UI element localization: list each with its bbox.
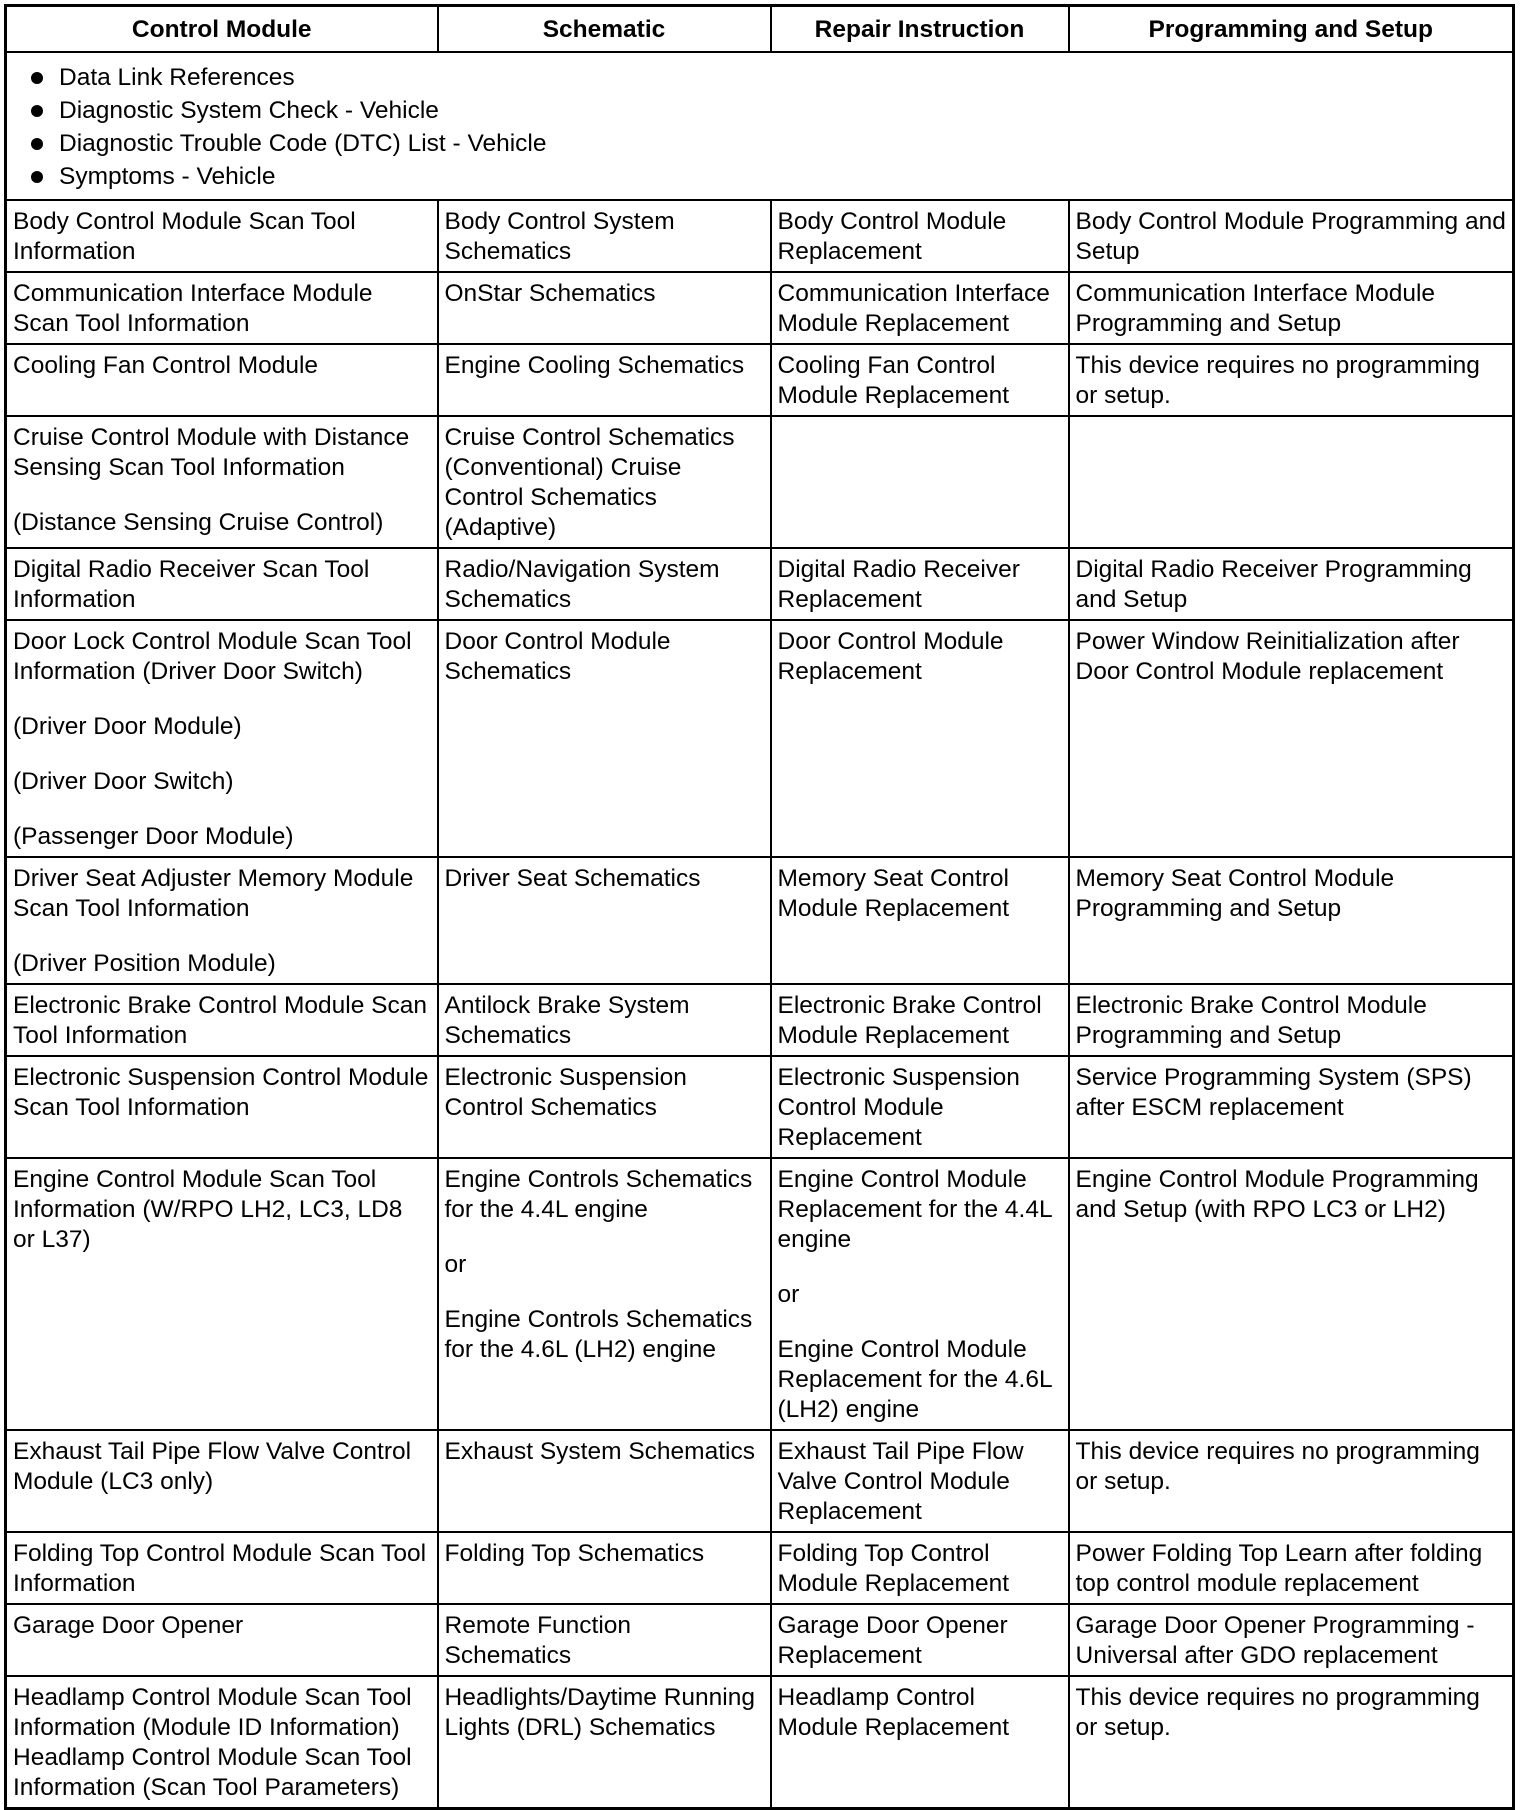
cell-text[interactable]: Antilock Brake System Schematics bbox=[444, 992, 690, 1049]
paragraph-gap bbox=[778, 1310, 1062, 1335]
cell-schematic bbox=[438, 548, 771, 620]
paragraph-gap bbox=[445, 1280, 764, 1305]
cell-schematic bbox=[438, 1158, 771, 1430]
header-repair-instruction: Repair Instruction bbox=[771, 6, 1069, 53]
cell-repair-instruction bbox=[771, 548, 1069, 620]
cell-text[interactable]: Electronic Suspension Control Module Replacement bbox=[777, 1064, 1020, 1151]
cell-repair-instruction bbox=[771, 1158, 1069, 1430]
cell-schematic bbox=[438, 200, 771, 272]
cell-text[interactable]: Engine Control Module Replacement for the 4.4L engine bbox=[777, 1166, 1052, 1253]
cell-text[interactable]: (Passenger Door Module) bbox=[13, 823, 294, 850]
cell-schematic bbox=[438, 1056, 771, 1158]
cell-text[interactable]: Digital Radio Receiver Scan Tool Information bbox=[13, 556, 370, 613]
header-schematic: Schematic bbox=[438, 6, 771, 53]
cell-schematic bbox=[438, 416, 771, 548]
references-row bbox=[6, 52, 1514, 200]
cell-programming-setup bbox=[1069, 1056, 1514, 1158]
bullet-icon bbox=[31, 105, 43, 117]
table-row bbox=[6, 344, 1514, 416]
cell-control-module bbox=[6, 1604, 438, 1676]
cell-text[interactable]: Engine Controls Schematics for the 4.6L (LH2) engine bbox=[444, 1306, 753, 1363]
cell-text[interactable]: Exhaust System Schematics bbox=[444, 1438, 755, 1465]
cell-text[interactable]: Cooling Fan Control Module bbox=[13, 352, 319, 379]
cell-control-module bbox=[6, 200, 438, 272]
cell-text[interactable]: (Driver Position Module) bbox=[13, 950, 276, 977]
cell-programming-setup bbox=[1069, 620, 1514, 857]
cell-text[interactable]: Body Control Module Replacement bbox=[777, 208, 1007, 265]
cell-schematic bbox=[438, 1676, 771, 1809]
cell-text[interactable]: Communication Interface Module Scan Tool Information bbox=[13, 280, 373, 337]
cell-text[interactable]: Digital Radio Receiver Replacement bbox=[777, 556, 1020, 613]
bullet-icon bbox=[31, 138, 43, 150]
cell-schematic bbox=[438, 344, 771, 416]
cell-text[interactable]: Door Lock Control Module Scan Tool Information (Driver Door Switch) bbox=[13, 628, 412, 685]
paragraph-gap bbox=[13, 797, 431, 822]
cell-control-module bbox=[6, 416, 438, 548]
cell-text[interactable]: Communication Interface Module Programming and Setup bbox=[1075, 280, 1436, 337]
or-separator: or bbox=[777, 1281, 800, 1308]
reference-item[interactable] bbox=[21, 61, 1506, 94]
cell-programming-setup bbox=[1069, 1158, 1514, 1430]
cell-programming-setup bbox=[1069, 1532, 1514, 1604]
cell-text[interactable]: This device requires no programming or setup. bbox=[1075, 352, 1480, 409]
cell-control-module bbox=[6, 1056, 438, 1158]
cell-schematic bbox=[438, 984, 771, 1056]
paragraph-gap bbox=[445, 1225, 764, 1250]
reference-link[interactable]: Diagnostic System Check - Vehicle bbox=[59, 97, 439, 124]
cell-schematic bbox=[438, 1532, 771, 1604]
references-cell bbox=[6, 52, 1514, 200]
cell-programming-setup bbox=[1069, 548, 1514, 620]
cell-control-module bbox=[6, 344, 438, 416]
control-module-table bbox=[4, 4, 1515, 1810]
cell-programming-setup bbox=[1069, 344, 1514, 416]
cell-text[interactable]: Engine Cooling Schematics bbox=[444, 352, 745, 379]
cell-text[interactable]: Folding Top Control Module Scan Tool Information bbox=[13, 1540, 427, 1597]
paragraph-gap bbox=[13, 687, 431, 712]
table-row bbox=[6, 1604, 1514, 1676]
cell-repair-instruction bbox=[771, 1430, 1069, 1532]
cell-text[interactable]: Garage Door Opener bbox=[13, 1612, 244, 1639]
cell-text[interactable]: Body Control Module Scan Tool Information bbox=[13, 208, 356, 265]
table-row bbox=[6, 416, 1514, 548]
cell-schematic bbox=[438, 620, 771, 857]
reference-item[interactable] bbox=[21, 160, 1506, 193]
header-programming-setup: Programming and Setup bbox=[1069, 6, 1514, 53]
cell-text[interactable]: Electronic Brake Control Module Replacement bbox=[777, 992, 1042, 1049]
reference-item[interactable] bbox=[21, 94, 1506, 127]
cell-schematic bbox=[438, 1604, 771, 1676]
cell-text[interactable]: Garage Door Opener Replacement bbox=[777, 1612, 1008, 1669]
cell-text[interactable]: Power Window Reinitialization after Door Control Module replacement bbox=[1075, 628, 1460, 685]
cell-programming-setup bbox=[1069, 857, 1514, 984]
header-control-module: Control Module bbox=[6, 6, 438, 53]
cell-text[interactable]: Door Control Module Schematics bbox=[444, 628, 671, 685]
cell-control-module bbox=[6, 548, 438, 620]
references-list bbox=[21, 61, 1506, 193]
cell-text[interactable]: Digital Radio Receiver Programming and Setup bbox=[1075, 556, 1472, 613]
cell-text[interactable]: Electronic Brake Control Module Scan Tool Information bbox=[13, 992, 427, 1049]
table-row bbox=[6, 620, 1514, 857]
cell-programming-setup bbox=[1069, 200, 1514, 272]
cell-programming-setup bbox=[1069, 984, 1514, 1056]
cell-text[interactable]: Headlights/Daytime Running Lights (DRL) Schematics bbox=[444, 1684, 755, 1741]
cell-repair-instruction bbox=[771, 200, 1069, 272]
paragraph-gap bbox=[13, 742, 431, 767]
cell-text[interactable]: Engine Control Module Scan Tool Information (W/RPO LH2, LC3, LD8 or L37) bbox=[13, 1166, 403, 1253]
cell-text[interactable]: Memory Seat Control Module Replacement bbox=[777, 865, 1010, 922]
cell-control-module bbox=[6, 1158, 438, 1430]
cell-text[interactable]: Body Control System Schematics bbox=[444, 208, 675, 265]
cell-text[interactable]: Driver Seat Schematics bbox=[444, 865, 701, 892]
paragraph-gap bbox=[13, 924, 431, 949]
cell-repair-instruction bbox=[771, 984, 1069, 1056]
cell-programming-setup bbox=[1069, 1604, 1514, 1676]
cell-control-module bbox=[6, 272, 438, 344]
table-row bbox=[6, 1430, 1514, 1532]
cell-repair-instruction bbox=[771, 620, 1069, 857]
or-separator: or bbox=[444, 1251, 467, 1278]
cell-text[interactable]: Body Control Module Programming and Setup bbox=[1075, 208, 1506, 265]
cell-text[interactable]: Electronic Suspension Control Schematics bbox=[444, 1064, 687, 1121]
cell-repair-instruction bbox=[771, 344, 1069, 416]
cell-text[interactable]: (Driver Door Switch) bbox=[13, 768, 234, 795]
table-row bbox=[6, 200, 1514, 272]
paragraph-gap bbox=[778, 1255, 1062, 1280]
cell-text[interactable]: Electronic Suspension Control Module Scan Tool Information bbox=[13, 1064, 429, 1121]
cell-repair-instruction bbox=[771, 1676, 1069, 1809]
cell-schematic bbox=[438, 272, 771, 344]
table-row bbox=[6, 857, 1514, 984]
cell-text[interactable]: Door Control Module Replacement bbox=[777, 628, 1004, 685]
cell-text[interactable]: OnStar Schematics bbox=[444, 280, 656, 307]
bullet-icon bbox=[31, 72, 43, 84]
table-row bbox=[6, 1676, 1514, 1809]
cell-repair-instruction bbox=[771, 416, 1069, 548]
cell-schematic bbox=[438, 1430, 771, 1532]
cell-repair-instruction bbox=[771, 272, 1069, 344]
cell-control-module bbox=[6, 620, 438, 857]
reference-link[interactable]: Symptoms - Vehicle bbox=[59, 163, 276, 190]
header-row bbox=[6, 6, 1514, 53]
cell-repair-instruction bbox=[771, 1604, 1069, 1676]
cell-text[interactable]: Memory Seat Control Module Programming and Setup bbox=[1075, 865, 1395, 922]
reference-link[interactable]: Data Link References bbox=[59, 64, 295, 91]
cell-text[interactable]: Cruise Control Module with Distance Sensing Scan Tool Information bbox=[13, 424, 410, 481]
page bbox=[4, 4, 1512, 1810]
cell-control-module bbox=[6, 1676, 438, 1809]
cell-text[interactable]: Cooling Fan Control Module Replacement bbox=[777, 352, 1010, 409]
table-row bbox=[6, 1532, 1514, 1604]
table-row bbox=[6, 984, 1514, 1056]
cell-text[interactable]: Folding Top Control Module Replacement bbox=[777, 1540, 1010, 1597]
cell-text[interactable]: Headlamp Control Module Scan Tool Information (Module ID Information) Headlamp Control Module Scan Tool Information (Scan Tool Parameters) bbox=[13, 1684, 412, 1801]
cell-programming-setup bbox=[1069, 1430, 1514, 1532]
cell-control-module bbox=[6, 1430, 438, 1532]
cell-text[interactable]: This device requires no programming or setup. bbox=[1075, 1438, 1480, 1495]
reference-link[interactable]: Diagnostic Trouble Code (DTC) List - Vehicle bbox=[59, 130, 547, 157]
cell-text[interactable]: Headlamp Control Module Replacement bbox=[777, 1684, 1010, 1741]
reference-item[interactable] bbox=[21, 127, 1506, 160]
table-row bbox=[6, 272, 1514, 344]
cell-programming-setup bbox=[1069, 272, 1514, 344]
cell-text[interactable]: This device requires no programming or setup. bbox=[1075, 1684, 1480, 1741]
cell-control-module bbox=[6, 857, 438, 984]
cell-text[interactable]: Cruise Control Schematics (Conventional) Cruise Control Schematics (Adaptive) bbox=[444, 424, 735, 541]
cell-repair-instruction bbox=[771, 857, 1069, 984]
cell-text[interactable]: Exhaust Tail Pipe Flow Valve Control Module Replacement bbox=[777, 1438, 1024, 1525]
cell-programming-setup bbox=[1069, 1676, 1514, 1809]
cell-text[interactable]: Radio/Navigation System Schematics bbox=[444, 556, 720, 613]
cell-control-module bbox=[6, 1532, 438, 1604]
cell-text[interactable]: Garage Door Opener Programming - Universal after GDO replacement bbox=[1075, 1612, 1475, 1669]
cell-text[interactable]: Engine Control Module Programming and Setup (with RPO LC3 or LH2) bbox=[1075, 1166, 1479, 1223]
table-row bbox=[6, 548, 1514, 620]
cell-text[interactable]: Communication Interface Module Replacement bbox=[777, 280, 1050, 337]
cell-text[interactable]: Electronic Brake Control Module Programming and Setup bbox=[1075, 992, 1427, 1049]
cell-repair-instruction bbox=[771, 1056, 1069, 1158]
table-row bbox=[6, 1158, 1514, 1430]
bullet-icon bbox=[31, 171, 43, 183]
cell-text[interactable]: Driver Seat Adjuster Memory Module Scan Tool Information bbox=[13, 865, 414, 922]
cell-text[interactable]: Engine Controls Schematics for the 4.4L engine bbox=[444, 1166, 753, 1223]
cell-text[interactable]: Exhaust Tail Pipe Flow Valve Control Module (LC3 only) bbox=[13, 1438, 412, 1495]
cell-programming-setup bbox=[1069, 416, 1514, 548]
cell-text[interactable]: Folding Top Schematics bbox=[444, 1540, 705, 1567]
cell-repair-instruction bbox=[771, 1532, 1069, 1604]
cell-schematic bbox=[438, 857, 771, 984]
paragraph-gap bbox=[13, 483, 431, 508]
cell-text[interactable]: Service Programming System (SPS) after ESCM replacement bbox=[1075, 1064, 1472, 1121]
cell-text[interactable]: Engine Control Module Replacement for the 4.6L (LH2) engine bbox=[777, 1336, 1052, 1423]
cell-text[interactable]: (Driver Door Module) bbox=[13, 713, 242, 740]
cell-control-module bbox=[6, 984, 438, 1056]
cell-text[interactable]: (Distance Sensing Cruise Control) bbox=[13, 509, 384, 536]
cell-text[interactable]: Remote Function Schematics bbox=[444, 1612, 632, 1669]
table-row bbox=[6, 1056, 1514, 1158]
cell-text[interactable]: Power Folding Top Learn after folding top control module replacement bbox=[1075, 1540, 1483, 1597]
